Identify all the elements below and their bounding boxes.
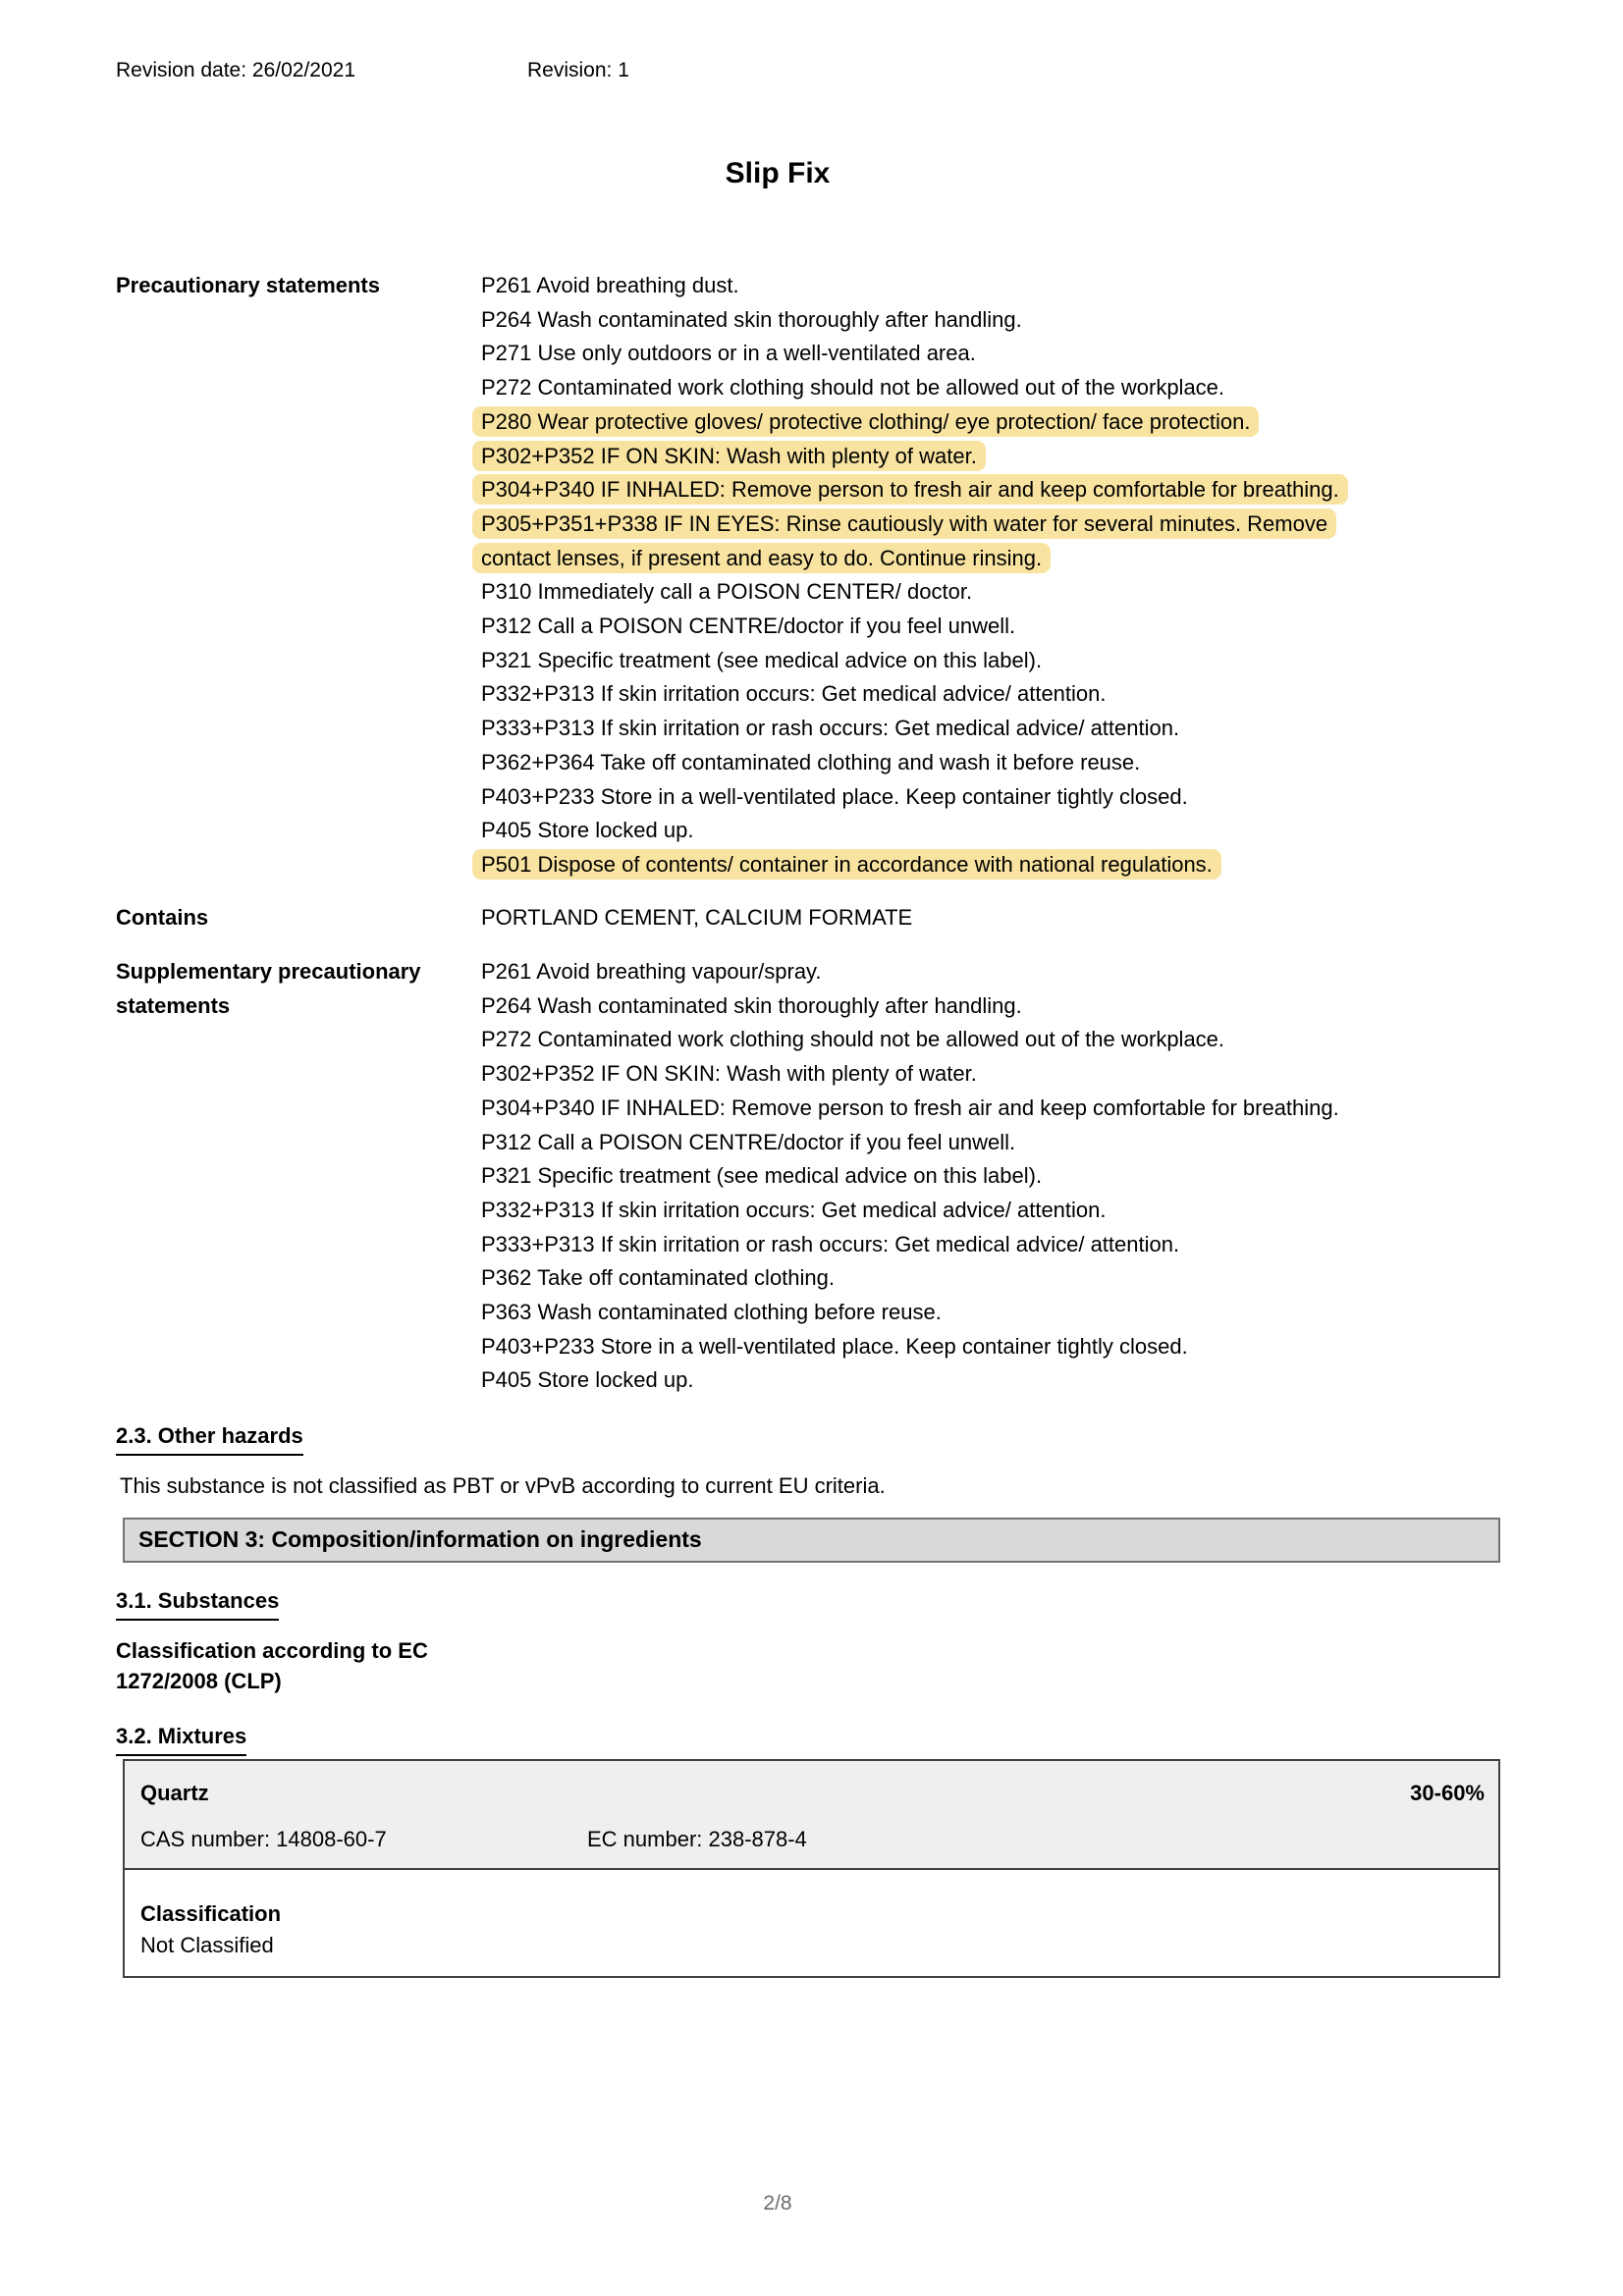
statement-text: P280 Wear protective gloves/ protective clothing/ eye protection/ face protection. [472, 406, 1259, 437]
mixtures-heading: 3.2. Mixtures [116, 1724, 246, 1756]
statement-text: contact lenses, if present and easy to do. Continue rinsing. [472, 543, 1051, 573]
statement-text: P304+P340 IF INHALED: Remove person to fresh air and keep comfortable for breathing. [481, 1095, 1339, 1120]
cas-number: CAS number: 14808-60-7 [140, 1827, 387, 1851]
statement-line [481, 1194, 1507, 1228]
revision-date: Revision date: 26/02/2021 [116, 59, 356, 81]
precautionary-statements-row [116, 269, 1507, 882]
statement-line [481, 989, 1507, 1024]
precautionary-statements-list [481, 269, 1507, 882]
statement-line [481, 677, 1507, 712]
classification-heading: Classification [140, 1901, 282, 1926]
statement-text: P333+P313 If skin irritation or rash occurs: Get medical advice/ attention. [481, 1231, 1180, 1256]
statement-line [481, 575, 1507, 610]
contains-value: PORTLAND CEMENT, CALCIUM FORMATE [481, 905, 913, 930]
supplementary-statements-list [481, 955, 1507, 1398]
statement-text: P302+P352 IF ON SKIN: Wash with plenty of water. [472, 441, 986, 471]
ec-number: EC number: 238-878-4 [587, 1827, 807, 1851]
statement-line [481, 1296, 1507, 1330]
statement-line [481, 610, 1507, 644]
statement-line [481, 1330, 1507, 1364]
statement-line [481, 712, 1507, 746]
statement-line [481, 1159, 1507, 1194]
ingredient-header-cell [125, 1761, 1498, 1868]
statement-text: P312 Call a POISON CENTRE/doctor if you feel unwell. [481, 614, 1016, 639]
ingredient-table [123, 1759, 1500, 1978]
statement-text: P332+P313 If skin irritation occurs: Get medical advice/ attention. [481, 1197, 1107, 1222]
statement-line [481, 507, 1507, 542]
statement-line [481, 1228, 1507, 1262]
statement-text: P403+P233 Store in a well-ventilated place. Keep container tightly closed. [481, 1333, 1188, 1359]
ingredient-name: Quartz [140, 1781, 209, 1805]
statement-line [481, 440, 1507, 474]
statement-text: P332+P313 If skin irritation occurs: Get medical advice/ attention. [481, 681, 1107, 707]
other-hazards-heading: 2.3. Other hazards [116, 1423, 303, 1456]
statement-text: P272 Contaminated work clothing should not be allowed out of the workplace. [481, 375, 1225, 400]
statement-line [481, 1363, 1507, 1398]
statement-text: P501 Dispose of contents/ container in accordance with national regulations. [472, 849, 1221, 880]
precautionary-statements-label: Precautionary statements [116, 273, 380, 297]
statement-line [481, 303, 1507, 338]
substances-heading: 3.1. Substances [116, 1588, 279, 1621]
ingredient-classification-cell [125, 1868, 1498, 1976]
clp-classification-line1: Classification according to EC [116, 1638, 428, 1663]
statement-text: P363 Wash contaminated clothing before reuse. [481, 1300, 942, 1325]
contains-row [116, 901, 1507, 935]
statement-text: P362+P364 Take off contaminated clothing and wash it before reuse. [481, 749, 1141, 774]
statement-line [481, 542, 1507, 576]
contains-label: Contains [116, 905, 209, 930]
statement-line [481, 1126, 1507, 1160]
statement-line [481, 473, 1507, 507]
statement-line [481, 405, 1507, 440]
statement-text: P302+P352 IF ON SKIN: Wash with plenty of water. [481, 1061, 977, 1087]
statement-text: P261 Avoid breathing vapour/spray. [481, 959, 822, 984]
statement-text: P261 Avoid breathing dust. [481, 273, 739, 297]
other-hazards-text: This substance is not classified as PBT or vPvB according to current EU criteria. [120, 1473, 886, 1498]
statement-text: P333+P313 If skin irritation or rash occurs: Get medical advice/ attention. [481, 716, 1180, 741]
statement-line [481, 746, 1507, 780]
clp-classification-line2: 1272/2008 (CLP) [116, 1669, 282, 1693]
statement-line [481, 644, 1507, 678]
revision-number: Revision: 1 [527, 59, 629, 81]
section-3-bar [123, 1518, 1500, 1563]
statement-line [481, 269, 1507, 303]
section-3-title: SECTION 3: Composition/information on ingredients [138, 1526, 702, 1552]
statement-line [481, 814, 1507, 848]
statement-line [481, 955, 1507, 989]
ingredient-id-row [140, 1827, 1485, 1852]
statement-text: P403+P233 Store in a well-ventilated place. Keep container tightly closed. [481, 783, 1188, 809]
statement-text: P312 Call a POISON CENTRE/doctor if you feel unwell. [481, 1129, 1016, 1154]
statement-text: P304+P340 IF INHALED: Remove person to fresh air and keep comfortable for breathing. [472, 474, 1348, 505]
statement-line [481, 337, 1507, 371]
page-title: Slip Fix [725, 157, 831, 189]
statement-text: P264 Wash contaminated skin thoroughly after handling. [481, 992, 1022, 1018]
statement-line [481, 848, 1507, 882]
statement-text: P362 Take off contaminated clothing. [481, 1265, 835, 1291]
statement-text: P264 Wash contaminated skin thoroughly after handling. [481, 306, 1022, 332]
statement-line [481, 1261, 1507, 1296]
statement-text: P405 Store locked up. [481, 1367, 694, 1393]
statement-text: P321 Specific treatment (see medical advice on this label). [481, 647, 1043, 672]
statement-text: P405 Store locked up. [481, 818, 694, 843]
supplementary-statements-label: Supplementary precautionary statements [116, 959, 421, 1018]
statement-text: P310 Immediately call a POISON CENTER/ doctor. [481, 579, 973, 605]
statement-text: P321 Specific treatment (see medical advice on this label). [481, 1163, 1043, 1189]
clp-classification-label [116, 1635, 428, 1696]
statement-line [481, 371, 1507, 405]
statement-line [481, 1057, 1507, 1092]
supplementary-statements-row [116, 955, 1507, 1398]
page-number: 2/8 [763, 2192, 792, 2215]
ingredient-concentration: 30-60% [1410, 1781, 1485, 1805]
statement-line [481, 780, 1507, 815]
statement-line [481, 1023, 1507, 1057]
ingredient-name-row [140, 1781, 1485, 1806]
statement-text: P272 Contaminated work clothing should not be allowed out of the workplace. [481, 1027, 1225, 1052]
statement-line [481, 1092, 1507, 1126]
statement-text: P271 Use only outdoors or in a well-ventilated area. [481, 341, 976, 366]
statement-text: P305+P351+P338 IF IN EYES: Rinse cautiously with water for several minutes. Remove [472, 508, 1336, 539]
classification-value: Not Classified [140, 1933, 274, 1957]
